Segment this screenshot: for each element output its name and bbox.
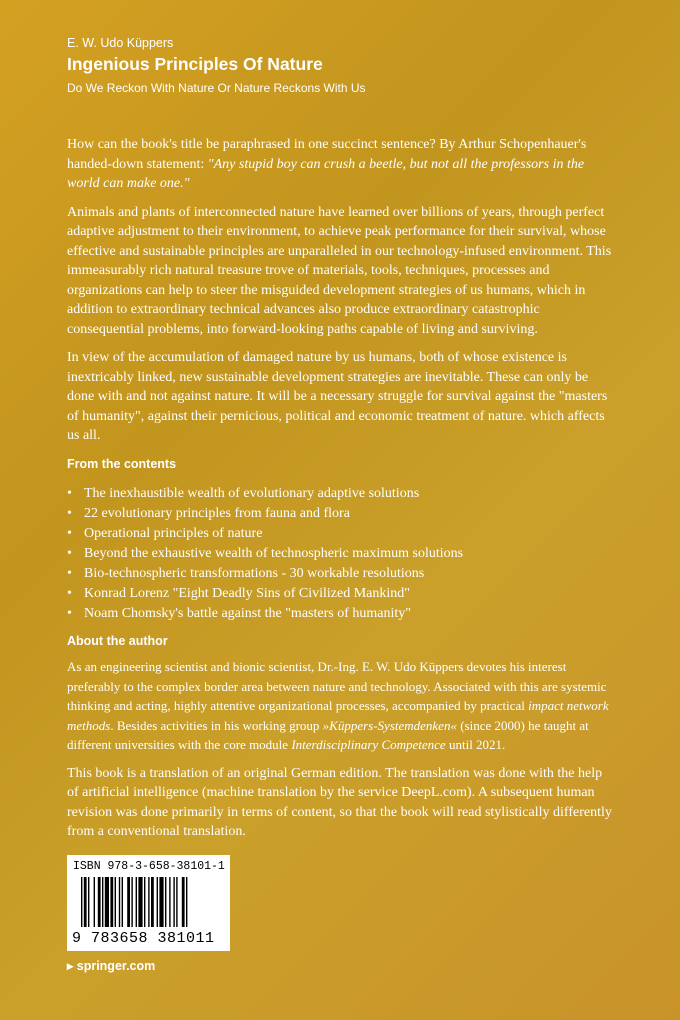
paragraph-2: Animals and plants of interconnected nature have learned over billions of years, through perfect adaptive adjustment to their environment, to achieve peak performance for their survival, whose effective and sustainable principles are unparalleled in our technology-infused environment. This immeasurably rich natural treasure trove of materials, tools, techniques, processes and organizations can help to steer the misguided development strategies of us humans, which in addition to extraordinary technical advances also produce extraordinary catastrophic consequential problems, into forward-looking paths capable of living and surviving. <box>67 204 612 337</box>
barcode-icon <box>81 877 221 927</box>
list-item: • Beyond the exhaustive wealth of technospheric maximum solutions <box>67 544 615 564</box>
about-impact: impact network methods <box>67 698 609 733</box>
intro-text: How can the book's title be paraphrased in one succinct sentence? By Arthur Schopenhauer's handed-down statement: <box>67 137 587 172</box>
list-item: • 22 evolutionary principles from fauna and flora <box>67 504 615 524</box>
isbn-barcode <box>67 855 230 951</box>
about-part4: until 2021. <box>445 737 506 752</box>
about-part1: As an engineering scientist and bionic scientist, Dr.-Ing. E. W. Udo Küppers devotes his interest preferably to the complex border area between nature and technology. Associated with this are systemic thinking and acting, highly attentive organizational processes, accompanied by practical <box>67 659 607 713</box>
list-item: • Operational principles of nature <box>67 524 615 544</box>
paragraph-3: In view of the accumulation of damaged nature by us humans, both of whose existence is inextricably linked, new sustainable development strategies are inevitable. These can only be done with and not against nature. It will be a necessary struggle for survival against the "masters of humanity", against their pernicious, political and economic treatment of nature. which affects us all. <box>67 350 608 443</box>
website-text: springer.com <box>76 959 156 973</box>
book-subtitle: Do We Reckon With Nature Or Nature Reckons With Us <box>67 81 366 95</box>
contents-list <box>67 484 615 624</box>
contents-heading: From the contents <box>67 456 177 471</box>
springer-link[interactable]: ▸ springer.com <box>67 959 156 973</box>
list-item: • Noam Chomsky's battle against the "masters of humanity" <box>67 604 615 624</box>
about-paragraph <box>67 657 615 755</box>
about-group: »Küppers-Systemdenken« <box>322 717 457 733</box>
about-part3: (since 2000) he taught at different universities with the core module <box>67 717 589 752</box>
header <box>67 36 366 95</box>
book-title: Ingenious Principles Of Nature <box>67 54 323 74</box>
about-heading: About the author <box>67 633 168 648</box>
about-module: Interdisciplinary Competence <box>291 737 446 752</box>
list-item: • The inexhaustible wealth of evolutionary adaptive solutions <box>67 484 615 504</box>
intro-quote: "Any stupid boy can crush a beetle, but not all the professors in the world can make one." <box>67 156 585 191</box>
back-cover-text <box>67 135 615 851</box>
isbn-label: ISBN 978-3-658-38101-1 <box>73 860 225 873</box>
ean-number: 9 783658 381011 <box>72 930 215 947</box>
list-item: • Bio-technospheric transformations - 30 workable resolutions <box>67 564 615 584</box>
about-part2: . Besides activities in his working group <box>110 717 323 733</box>
translation-note: This book is a translation of an original German edition. The translation was done with the help of artificial intelligence (machine translation by the service DeepL.com). A subsequent human revision was done primarily in terms of content, so that the book will read stylistically differently from a conventional translation. <box>67 765 612 839</box>
list-item: • Konrad Lorenz "Eight Deadly Sins of Civilized Mankind" <box>67 584 615 604</box>
intro-paragraph <box>67 135 615 194</box>
author-name: E. W. Udo Küppers <box>67 36 174 50</box>
